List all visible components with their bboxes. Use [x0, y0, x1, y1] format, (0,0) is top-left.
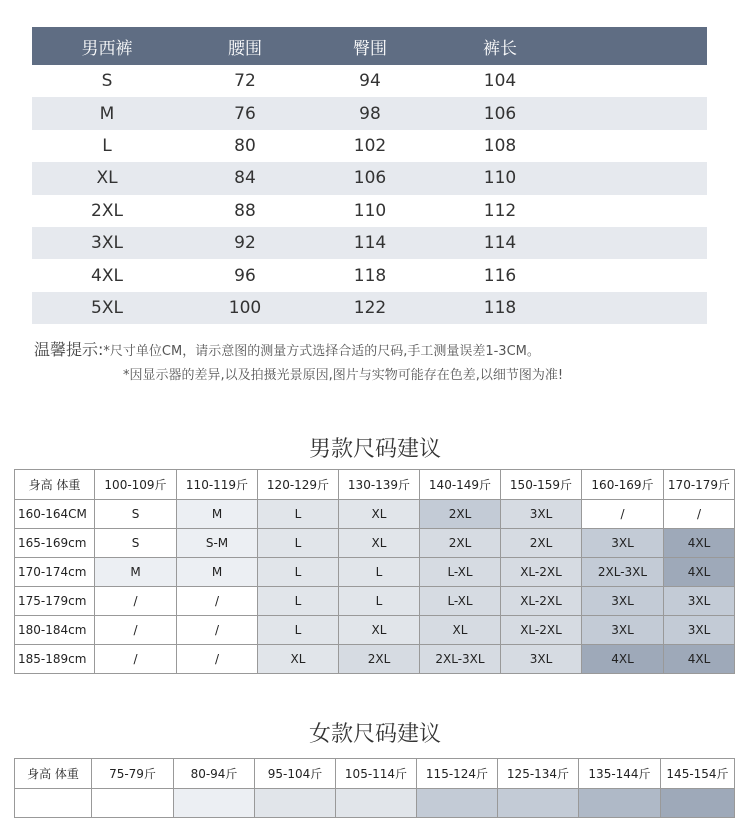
- length-cell: 114: [432, 227, 568, 259]
- size-cell: L: [258, 587, 339, 616]
- height-cell: 170-174cm: [15, 558, 95, 587]
- size-cell: L: [258, 500, 339, 529]
- length-cell: 116: [483, 265, 517, 286]
- weight-header: 130-139斤: [339, 470, 420, 500]
- corner-label: 身高 体重: [15, 759, 92, 789]
- waist-cell: 72: [234, 71, 256, 92]
- table-row: [32, 292, 707, 324]
- size-cell: 3XL: [582, 529, 664, 558]
- waist-cell: 80: [234, 135, 256, 156]
- hip-cell: 94: [359, 71, 381, 92]
- men-header-row: [15, 470, 735, 500]
- size-cell: XL: [258, 645, 339, 674]
- header-size: 男西裤: [32, 27, 182, 65]
- size-cell: L: [339, 558, 420, 587]
- weight-header: 125-134斤: [498, 759, 579, 789]
- size-cell: 2XL: [91, 200, 123, 221]
- tips-line-2: *因显示器的差异,以及拍摄光景原因,图片与实物可能存在色差,以细节图为准!: [123, 368, 564, 383]
- women-size-guide-table: [14, 758, 735, 818]
- size-cell: L: [258, 529, 339, 558]
- weight-header: 150-159斤: [501, 470, 582, 500]
- hip-cell: 106: [308, 162, 432, 194]
- men-size-guide-table: [14, 469, 735, 674]
- size-cell: 3XL: [664, 587, 735, 616]
- size-cell: 2XL: [339, 645, 420, 674]
- length-cell: 110: [432, 162, 568, 194]
- waist-cell: 84: [182, 162, 308, 194]
- size-cell: /: [177, 616, 258, 645]
- size-cell: M: [177, 558, 258, 587]
- size-cell: M: [177, 500, 258, 529]
- corner-label: 身高 体重: [15, 470, 95, 500]
- weight-header: 135-144斤: [579, 759, 661, 789]
- table-row: [32, 65, 707, 97]
- table-row: [15, 587, 735, 616]
- size-cell: 2XL: [420, 500, 501, 529]
- table-row: [15, 616, 735, 645]
- size-cell: XL: [32, 162, 182, 194]
- size-cell: 3XL: [32, 227, 182, 259]
- header-hip: 臀围: [308, 27, 432, 65]
- size-cell: S: [95, 529, 177, 558]
- size-cell: L: [258, 558, 339, 587]
- size-cell: M: [32, 97, 182, 129]
- waist-cell: 76: [182, 97, 308, 129]
- size-cell: L-XL: [420, 558, 501, 587]
- hip-cell: 98: [308, 97, 432, 129]
- header-waist: 腰围: [182, 27, 308, 65]
- weight-header: 100-109斤: [95, 470, 177, 500]
- size-cell: 3XL: [501, 500, 582, 529]
- table-row: [32, 162, 707, 194]
- size-cell: 4XL: [664, 645, 735, 674]
- size-cell: 4XL: [664, 529, 735, 558]
- size-cell: XL: [339, 616, 420, 645]
- size-cell: L-XL: [420, 587, 501, 616]
- weight-header: 95-104斤: [255, 759, 336, 789]
- women-header-row: [15, 759, 735, 789]
- size-cell: 2XL: [420, 529, 501, 558]
- weight-header: 160-169斤: [582, 470, 664, 500]
- hip-cell: 118: [353, 265, 387, 286]
- size-cell: S: [95, 500, 177, 529]
- size-cell: 5XL: [32, 292, 182, 324]
- hip-cell: 102: [353, 135, 387, 156]
- waist-cell: 96: [234, 265, 256, 286]
- size-cell: S-M: [177, 529, 258, 558]
- waist-cell: 100: [182, 292, 308, 324]
- size-table-header: [32, 27, 707, 65]
- table-row: [15, 529, 735, 558]
- size-cell: 3XL: [582, 616, 664, 645]
- size-cell: 4XL: [664, 558, 735, 587]
- height-cell: 180-184cm: [15, 616, 95, 645]
- table-row: [15, 500, 735, 529]
- length-cell: 112: [483, 200, 517, 221]
- size-cell: L: [258, 616, 339, 645]
- tips-label: 温馨提示:: [34, 340, 104, 359]
- size-cell: L: [102, 135, 112, 156]
- size-cell: XL: [339, 529, 420, 558]
- table-row: [32, 97, 707, 129]
- table-row: [32, 130, 707, 162]
- size-cell: XL-2XL: [501, 558, 582, 587]
- hip-cell: 122: [308, 292, 432, 324]
- size-cell: /: [95, 645, 177, 674]
- size-cell: XL-2XL: [501, 616, 582, 645]
- hip-cell: 114: [308, 227, 432, 259]
- size-cell: 3XL: [501, 645, 582, 674]
- header-length: 裤长: [432, 27, 568, 65]
- size-cell: 3XL: [664, 616, 735, 645]
- table-row: [15, 645, 735, 674]
- table-row: [32, 195, 707, 227]
- size-cell: M: [95, 558, 177, 587]
- height-cell: 175-179cm: [15, 587, 95, 616]
- weight-header: 110-119斤: [177, 470, 258, 500]
- size-cell: XL-2XL: [501, 587, 582, 616]
- size-cell: XL: [420, 616, 501, 645]
- size-cell: XL: [339, 500, 420, 529]
- length-cell: 108: [483, 135, 517, 156]
- height-cell: 165-169cm: [15, 529, 95, 558]
- size-cell: /: [664, 500, 735, 529]
- size-cell: 3XL: [582, 587, 664, 616]
- size-cell: 4XL: [91, 265, 123, 286]
- table-row: [32, 227, 707, 259]
- women-section-title: 女款尺码建议: [308, 722, 441, 747]
- size-cell: L: [339, 587, 420, 616]
- weight-header: 145-154斤: [661, 759, 735, 789]
- length-cell: 106: [432, 97, 568, 129]
- size-cell: 4XL: [582, 645, 664, 674]
- tips-line-1: *尺寸单位CM，请示意图的测量方式选择合适的尺码,手工测量误差1-3CM。: [103, 344, 540, 359]
- size-cell: S: [101, 71, 113, 92]
- length-cell: 104: [483, 71, 517, 92]
- height-cell: 185-189cm: [15, 645, 95, 674]
- table-row: [32, 259, 707, 291]
- men-section-title: 男款尺码建议: [308, 437, 441, 462]
- tips-block: [34, 338, 563, 388]
- weight-header: 170-179斤: [664, 470, 735, 500]
- size-cell: /: [95, 616, 177, 645]
- size-cell: 2XL-3XL: [420, 645, 501, 674]
- waist-cell: 88: [234, 200, 256, 221]
- weight-header: 75-79斤: [92, 759, 174, 789]
- height-cell: 160-164CM: [15, 500, 95, 529]
- size-cell: 2XL: [501, 529, 582, 558]
- weight-header: 140-149斤: [420, 470, 501, 500]
- size-cell: /: [582, 500, 664, 529]
- length-cell: 118: [432, 292, 568, 324]
- header-blank: [568, 27, 707, 65]
- size-cell: /: [95, 587, 177, 616]
- weight-header: 115-124斤: [417, 759, 498, 789]
- weight-header: 80-94斤: [174, 759, 255, 789]
- size-cell: /: [177, 645, 258, 674]
- waist-cell: 92: [182, 227, 308, 259]
- table-row: [15, 558, 735, 587]
- size-cell: /: [177, 587, 258, 616]
- size-table: [32, 27, 707, 324]
- table-row: [15, 789, 735, 818]
- weight-header: 105-114斤: [336, 759, 417, 789]
- weight-header: 120-129斤: [258, 470, 339, 500]
- hip-cell: 110: [353, 200, 387, 221]
- size-cell: 2XL-3XL: [582, 558, 664, 587]
